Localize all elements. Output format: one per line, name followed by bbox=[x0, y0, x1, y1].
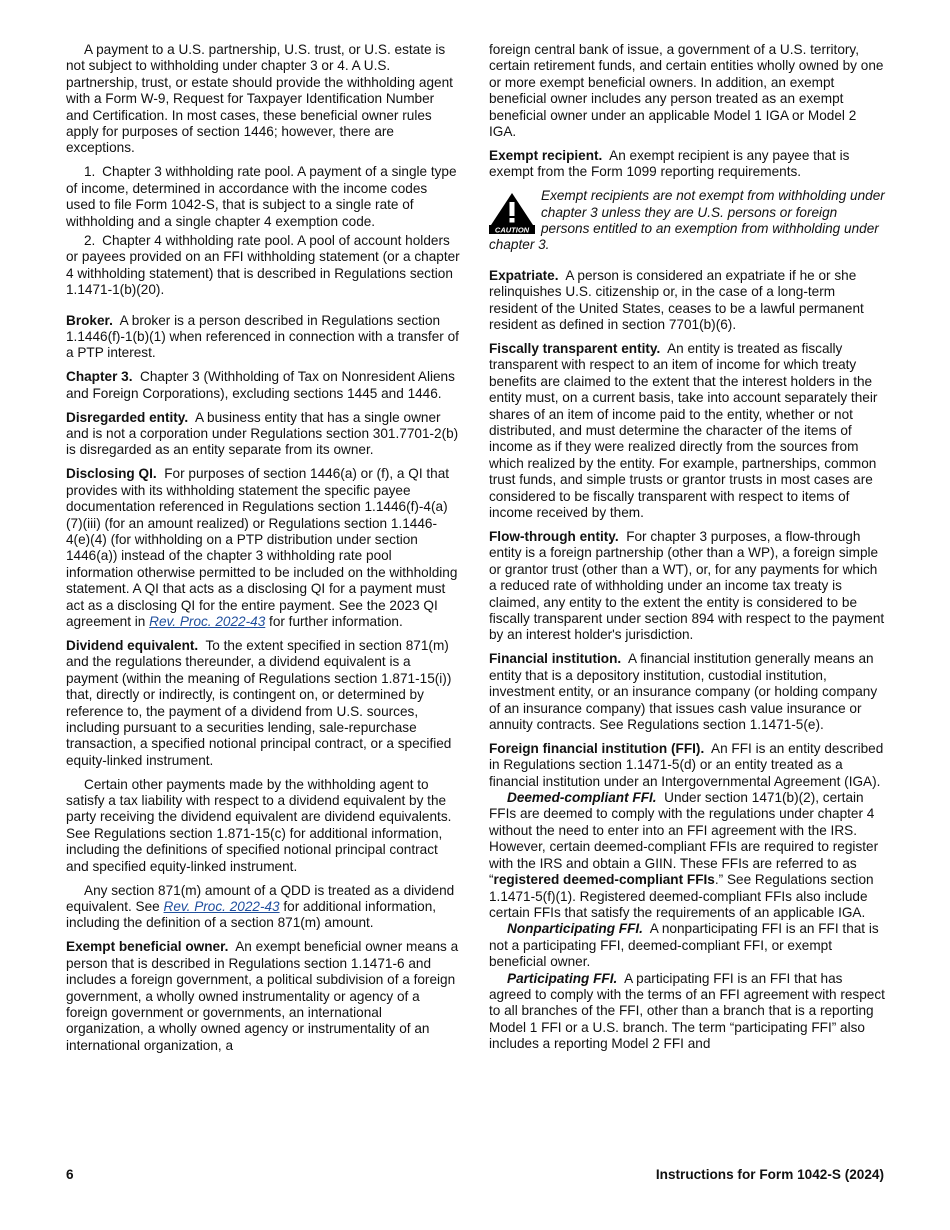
ffi-text: An FFI is an entity described in Regulations section 1.1471-5(d) or an entity treated as a financial institution under an Intergovernmental Agreement (IGA). bbox=[489, 740, 884, 789]
disclosing-qi-text: For purposes of section 1446(a) or (f), a QI that provides with its withholding statement the specific payee documentation referenced in Regulations section 1.1446(f)-4(a)(7)(iii) (for an amount realized) or Regulations section 1.1446-4(e)(4) (for withholding on a PTP distribution under section 1446(a)) instead of the chapter 3 withholding rate pool information otherwise permitted to be included on the withholding statement. A QI that acts as a disclosing QI for a payment must act as a disclosing QI for the entire payment. See the 2023 QI agreement in bbox=[66, 466, 458, 629]
exempt-beneficial-owner-definition bbox=[66, 939, 460, 1054]
ffi-definition bbox=[489, 741, 887, 790]
right-column bbox=[489, 42, 887, 1053]
participating-ffi-term: Participating FFI. bbox=[507, 970, 618, 986]
deemed-compliant-text-a: Under section 1471(b)(2), certain FFIs are deemed to comply with the regulations under chapter 4 without the need to enter into an FFI agreement with the IRS. However, certain deemed-compliant FFIs are required to register with the IRS and obtain a GIIN. These FFIs are referred to as “ bbox=[489, 790, 879, 888]
dividend-equivalent-paragraph-3 bbox=[66, 883, 460, 932]
left-column bbox=[66, 42, 460, 1062]
form-title-footer: Instructions for Form 1042-S (2024) bbox=[655, 1167, 884, 1182]
disclosing-qi-definition bbox=[66, 466, 460, 630]
page-number: 6 bbox=[66, 1167, 74, 1182]
financial-institution-definition bbox=[489, 651, 887, 733]
rev-proc-link[interactable]: Rev. Proc. 2022-43 bbox=[149, 614, 266, 629]
caution-text: Exempt recipients are not exempt from withholding under chapter 3 unless they are U.S. persons or foreign persons entitled to an exemption from withholding under chapter 3. bbox=[489, 188, 885, 253]
registered-deemed-compliant-term: registered deemed-compliant FFIs bbox=[493, 872, 715, 888]
deemed-compliant-text-b: .” See Regulations section 1.1471-5(f)(1). Registered deemed-compliant FFIs also include certain FFIs that satisfy the requirements of an applicable IGA. bbox=[489, 872, 874, 920]
nonparticipating-ffi-definition bbox=[489, 921, 887, 970]
exempt-recipient-text: An exempt recipient is any payee that is exempt from the Form 1099 reporting requirements. bbox=[489, 147, 850, 180]
dividend-p3-text-b: for additional information, including the definition of a section 871(m) amount. bbox=[66, 899, 437, 931]
exempt-beneficial-owner-term: Exempt beneficial owner. bbox=[66, 939, 229, 955]
nonparticipating-ffi-text: A nonparticipating FFI is an FFI that is not a participating FFI, deemed-compliant FFI, or exempt beneficial owner. bbox=[489, 921, 879, 970]
flow-through-definition bbox=[489, 529, 887, 644]
beneficial-owner-paragraph: A payment to a U.S. partnership, U.S. trust, or U.S. estate is not subject to withholding under chapter 3 or 4. A U.S. partnership, trust, or estate should provide the withholding agent with a Form W-9, Request for Taxpayer Identification Number and Certification. In most cases, these beneficial owner rules apply for purposes of section 1446; however, there are exceptions. bbox=[66, 42, 453, 156]
deemed-compliant-ffi-definition bbox=[489, 790, 887, 921]
caution-label: CAUTION bbox=[494, 225, 530, 235]
expatriate-definition bbox=[489, 268, 887, 334]
disclosing-qi-term: Disclosing QI. bbox=[66, 466, 157, 482]
chapter4-rate-pool-paragraph: 2. Chapter 4 withholding rate pool. A pool of account holders or payees provided on an FFI withholding statement (or a chapter 4 withholding statement) that is described in Regulations section 1.1471-1(b)(20). bbox=[66, 232, 460, 298]
flow-through-term: Flow-through entity. bbox=[489, 528, 619, 544]
chapter3-term: Chapter 3. bbox=[66, 369, 133, 385]
participating-ffi-text: A participating FFI is an FFI that has agreed to comply with the terms of an FFI agreement with respect to all branches of the FFI, other than a branch that is a reporting Model 1 FFI or a U.S. branch. The term “participating FFI” also includes a reporting Model 2 FFI and bbox=[489, 970, 885, 1052]
dividend-equivalent-text: To the extent specified in section 871(m) and the regulations thereunder, a dividend equivalent is a payment (within the meaning of Regulations section 1.871-15(i)) that, directly or indirectly, is contingent on, or determined by reference to, the payment of a dividend from U.S. sources, including pursuant to a securities lending, sale-repurchase transaction, a specified notional principal contract, or a specified equity-linked instrument. bbox=[66, 637, 452, 768]
deemed-compliant-ffi-term: Deemed-compliant FFI. bbox=[507, 790, 657, 806]
exempt-beneficial-owner-text: An exempt beneficial owner means a person that is described in Regulations section 1.1471-6 and includes a foreign government, a political subdivision of a foreign government, a wholly owned instrumentality or agency of a foreign government or governments, an international organization, a wholly owned agency or instrumentality of an international organization, a bbox=[66, 939, 459, 1053]
expatriate-text: A person is considered an expatriate if he or she relinquishes U.S. citizenship or, in the case of a long-term resident of the United States, ceases to be a lawful permanent resident as defined in section 7701(b)(6). bbox=[489, 267, 864, 333]
broker-definition bbox=[66, 313, 460, 362]
flow-through-text: For chapter 3 purposes, a flow-through entity is a foreign partnership (other than a WP), a foreign simple or grantor trust (other than a WT), or, for any payments for which a reduced rate of withholding under an income tax treaty is claimed, any entity to the extent the entity is considered to be fiscally transparent under section 894 with respect to the payment by an interest holder's jurisdiction. bbox=[489, 528, 885, 643]
dividend-p3-text-a: Any section 871(m) amount of a QDD is treated as a dividend equivalent. See bbox=[66, 882, 455, 914]
disregarded-entity-term: Disregarded entity. bbox=[66, 409, 189, 425]
caution-note bbox=[489, 188, 887, 254]
financial-institution-text: A financial institution generally means an entity that is a depository institution, custodial institution, investment entity, or an insurance company (or holding company of an insurance company) that issues cash value insurance or annuity contracts. See Regulations section 1.1471-5(e). bbox=[489, 651, 878, 732]
fiscally-transparent-definition bbox=[489, 341, 887, 521]
fiscally-transparent-text: An entity is treated as fiscally transparent with respect to an item of income for which treaty benefits are claimed to the extent that the interest holders in the entity must, on a current basis, take into account separately their shares of an item of income paid to the entity, whether or not distributed, and must determine the character of the items of income as if they were realized directly from the sources from which realized by the entity. For example, partnerships, common trust funds, and simple trusts or grantor trusts in most cases are considered to be fiscally transparent with respect to items of income received by them. bbox=[489, 341, 878, 521]
fiscally-transparent-term: Fiscally transparent entity. bbox=[489, 341, 661, 356]
dividend-equivalent-term: Dividend equivalent. bbox=[66, 637, 199, 653]
caution-warning-icon bbox=[489, 192, 535, 234]
expatriate-term: Expatriate. bbox=[489, 267, 559, 283]
exempt-beneficial-owner-continued: foreign central bank of issue, a government of a U.S. territory, certain retirement funds, and certain entities wholly owned by one or more exempt beneficial owners. In addition, an exempt beneficial owner includes any person treated as an exempt beneficial owner under an applicable Model 1 IGA or Model 2 IGA. bbox=[489, 42, 884, 140]
dividend-equivalent-paragraph-2: Certain other payments made by the withholding agent to satisfy a tax liability with respect to a dividend equivalent by the party receiving the dividend equivalent are dividend equivalents. See Regulations section 1.871-15(c) for additional information, including the definitions of specified notional principal contract and specified equity-linked instrument. bbox=[66, 776, 452, 874]
chapter3-rate-pool-paragraph: 1. Chapter 3 withholding rate pool. A payment of a single type of income, determined in accordance with the income codes used to file Form 1042-S, that is subject to a single rate of withholding and a single chapter 4 exemption code. bbox=[66, 164, 457, 229]
financial-institution-term: Financial institution. bbox=[489, 651, 622, 667]
exempt-recipient-term: Exempt recipient. bbox=[489, 147, 603, 163]
participating-ffi-definition bbox=[489, 971, 887, 1053]
disregarded-entity-text: A business entity that has a single owner and is not a corporation under Regulations section 301.7701-2(b) is disregarded as an entity separate from its owner. bbox=[66, 409, 459, 458]
chapter3-definition bbox=[66, 369, 460, 402]
ffi-term: Foreign financial institution (FFI). bbox=[489, 740, 705, 756]
chapter3-text: Chapter 3 (Withholding of Tax on Nonresident Aliens and Foreign Corporations), excluding sections 1445 and 1446. bbox=[66, 369, 455, 401]
rev-proc-link[interactable]: Rev. Proc. 2022-43 bbox=[163, 899, 280, 914]
nonparticipating-ffi-term: Nonparticipating FFI. bbox=[507, 921, 643, 937]
exempt-recipient-definition bbox=[489, 148, 887, 181]
dividend-equivalent-definition bbox=[66, 638, 460, 769]
disregarded-entity-definition bbox=[66, 410, 460, 459]
broker-text: A broker is a person described in Regulations section 1.1446(f)-1(b)(1) when referenced in connection with a transfer of a PTP interest. bbox=[66, 312, 459, 361]
disclosing-qi-end: for further information. bbox=[269, 614, 403, 629]
broker-term: Broker. bbox=[66, 312, 113, 328]
